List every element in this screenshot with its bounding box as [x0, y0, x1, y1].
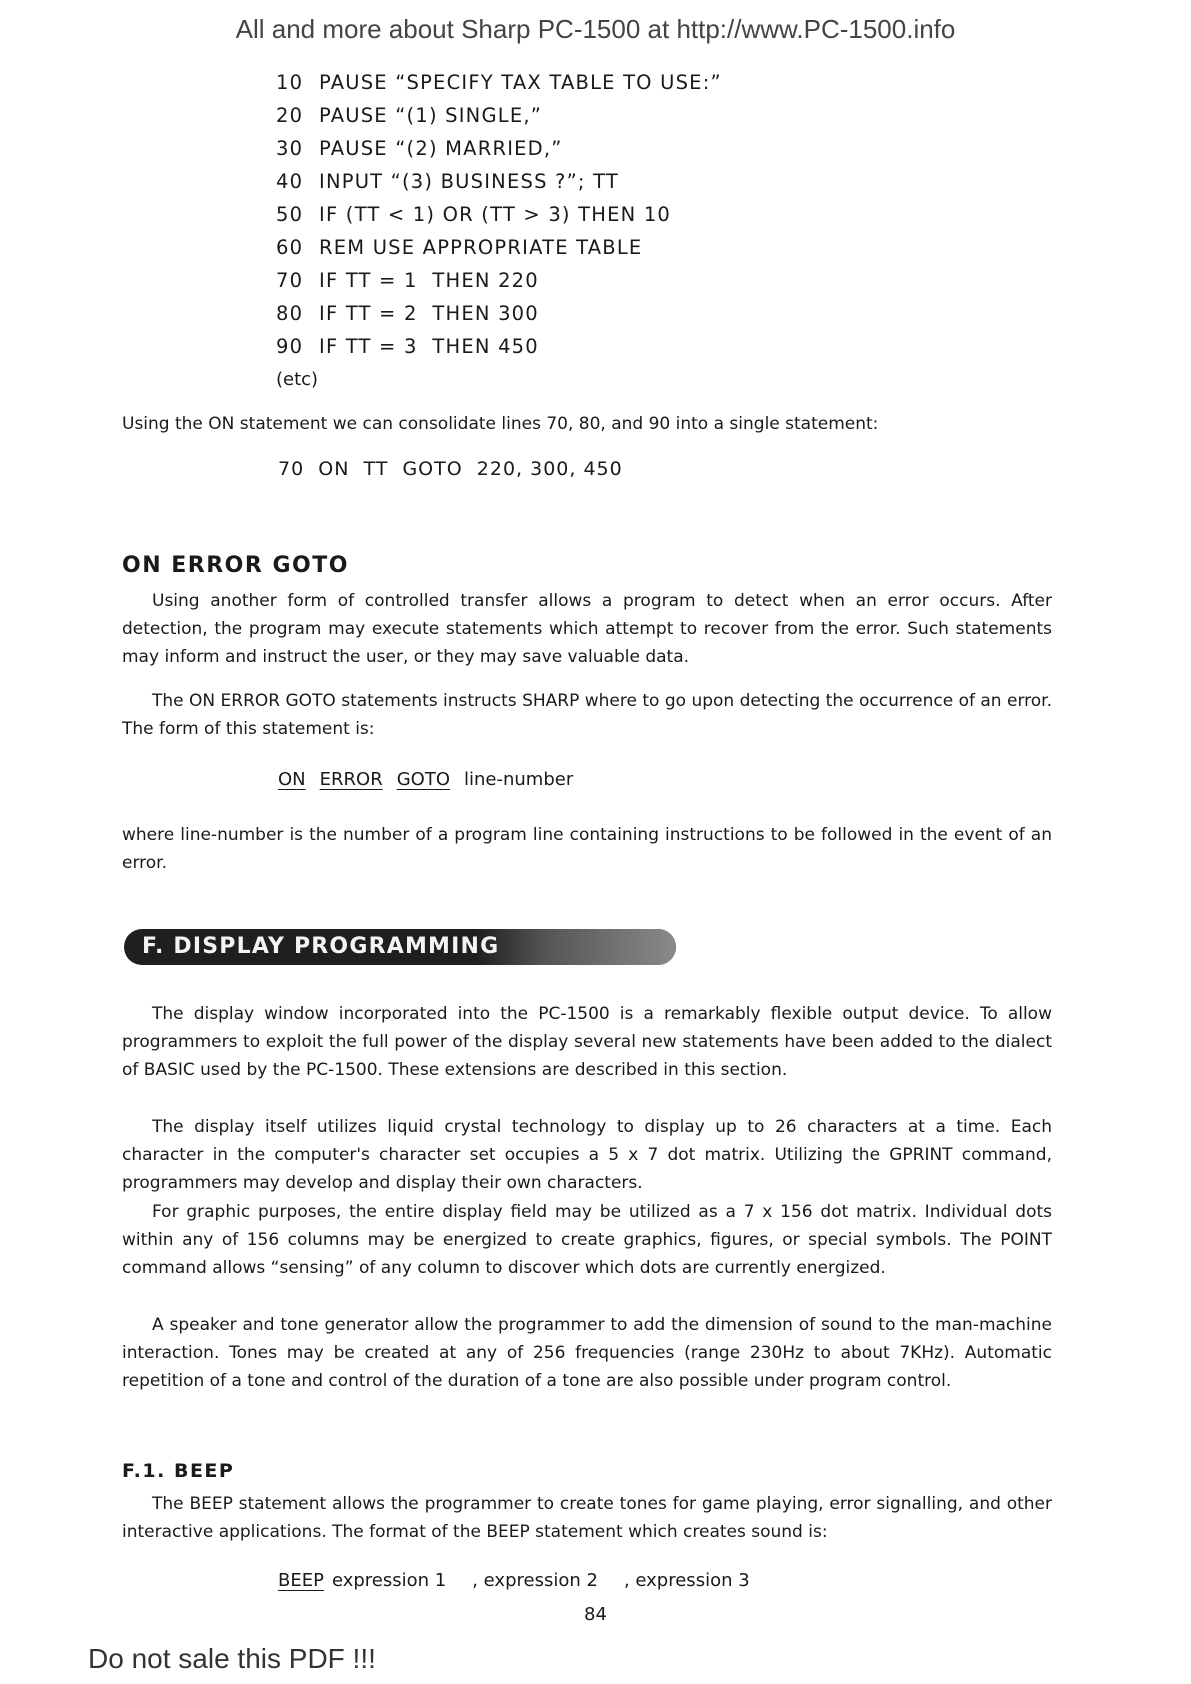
on-statement-intro: Using the ON statement we can consolidate lines 70, 80, and 90 into a single statement:	[122, 414, 879, 434]
on-error-paragraph-3: where line-number is the number of a program line containing instructions to be followed in the event of an error.	[122, 825, 1052, 873]
on-error-paragraph-2: The ON ERROR GOTO statements instructs SHARP where to go upon detecting the occurrence of an error. The form of this statement is:	[122, 691, 1052, 739]
beep-paragraph: The BEEP statement allows the programmer to create tones for game playing, error signalling, and other interactive applications. The format of the BEEP statement which creates sound is:	[122, 1494, 1052, 1542]
beep-syntax	[278, 1570, 764, 1591]
site-header-note: All and more about Sharp PC-1500 at http://www.PC-1500.info	[235, 14, 956, 44]
section-banner-title: F. DISPLAY PROGRAMMING	[142, 934, 500, 959]
code-line: (etc)	[276, 369, 319, 390]
keyword-error: ERROR	[319, 769, 383, 790]
on-error-heading: ON ERROR GOTO	[122, 553, 349, 578]
display-paragraph-1: The display window incorporated into the PC-1500 is a remarkably flexible output device. To allow programmers to exploit the full power of the display several new statements have been added to the dialect of BASIC used by the PC-1500. These extensions are described in this section.	[122, 1004, 1052, 1080]
on-error-paragraph-1: Using another form of controlled transfer allows a program to detect when an error occurs. After detection, the program may execute statements which attempt to recover from the error. Such statements may inform and instruct the user, or they may save valuable data.	[122, 591, 1052, 667]
beep-arg-3: , expression 3	[623, 1570, 750, 1591]
banner-gradient	[476, 929, 676, 965]
code-line: 60 REM USE APPROPRIATE TABLE	[276, 236, 643, 259]
display-paragraph-4: A speaker and tone generator allow the programmer to add the dimension of sound to the man-machine interaction. Tones may be created at any of 256 frequencies (range 230Hz to about 7KHz). Automatic repetition of a tone and control of the duration of a tone are also possible under program control.	[122, 1315, 1052, 1391]
code-line: 20 PAUSE “(1) SINGLE,”	[276, 104, 543, 127]
beep-heading: F.1. BEEP	[122, 1460, 235, 1482]
code-line: 10 PAUSE “SPECIFY TAX TABLE TO USE:”	[276, 71, 722, 94]
display-paragraph-3: For graphic purposes, the entire display field may be utilized as a 7 x 156 dot matrix. Individual dots within any of 156 columns may be energized to create graphics, figures, or special symbols. The POINT command allows “sensing” of any column to discover which dots are currently energized.	[122, 1202, 1052, 1278]
page-number: 84	[584, 1604, 607, 1625]
code-line: 50 IF (TT < 1) OR (TT > 3) THEN 10	[276, 203, 672, 226]
on-statement-example: 70 ON TT GOTO 220, 300, 450	[278, 458, 623, 480]
footer-note: Do not sale this PDF !!!	[88, 1643, 376, 1674]
code-line: 40 INPUT “(3) BUSINESS ?”; TT	[276, 170, 619, 193]
keyword-goto: GOTO	[396, 769, 450, 790]
code-line: 80 IF TT = 2 THEN 300	[276, 302, 539, 325]
code-line: 30 PAUSE “(2) MARRIED,”	[276, 137, 563, 160]
keyword-on: ON	[278, 769, 306, 790]
basic-code-listing	[276, 66, 722, 396]
on-error-syntax	[278, 769, 587, 790]
display-paragraph-2: The display itself utilizes liquid crystal technology to display up to 26 characters at a time. Each character in the computer's character set occupies a 5 x 7 dot matrix. Utilizing the GPRINT command, programmers may develop and display their own characters.	[122, 1117, 1052, 1193]
code-line: 70 IF TT = 1 THEN 220	[276, 269, 539, 292]
beep-arg-2: , expression 2	[472, 1570, 598, 1591]
keyword-beep: BEEP	[278, 1570, 324, 1591]
beep-arg-1: expression 1	[331, 1570, 447, 1591]
syntax-argument: line-number	[463, 769, 574, 790]
code-line: 90 IF TT = 3 THEN 450	[276, 335, 539, 358]
section-banner	[124, 929, 676, 965]
